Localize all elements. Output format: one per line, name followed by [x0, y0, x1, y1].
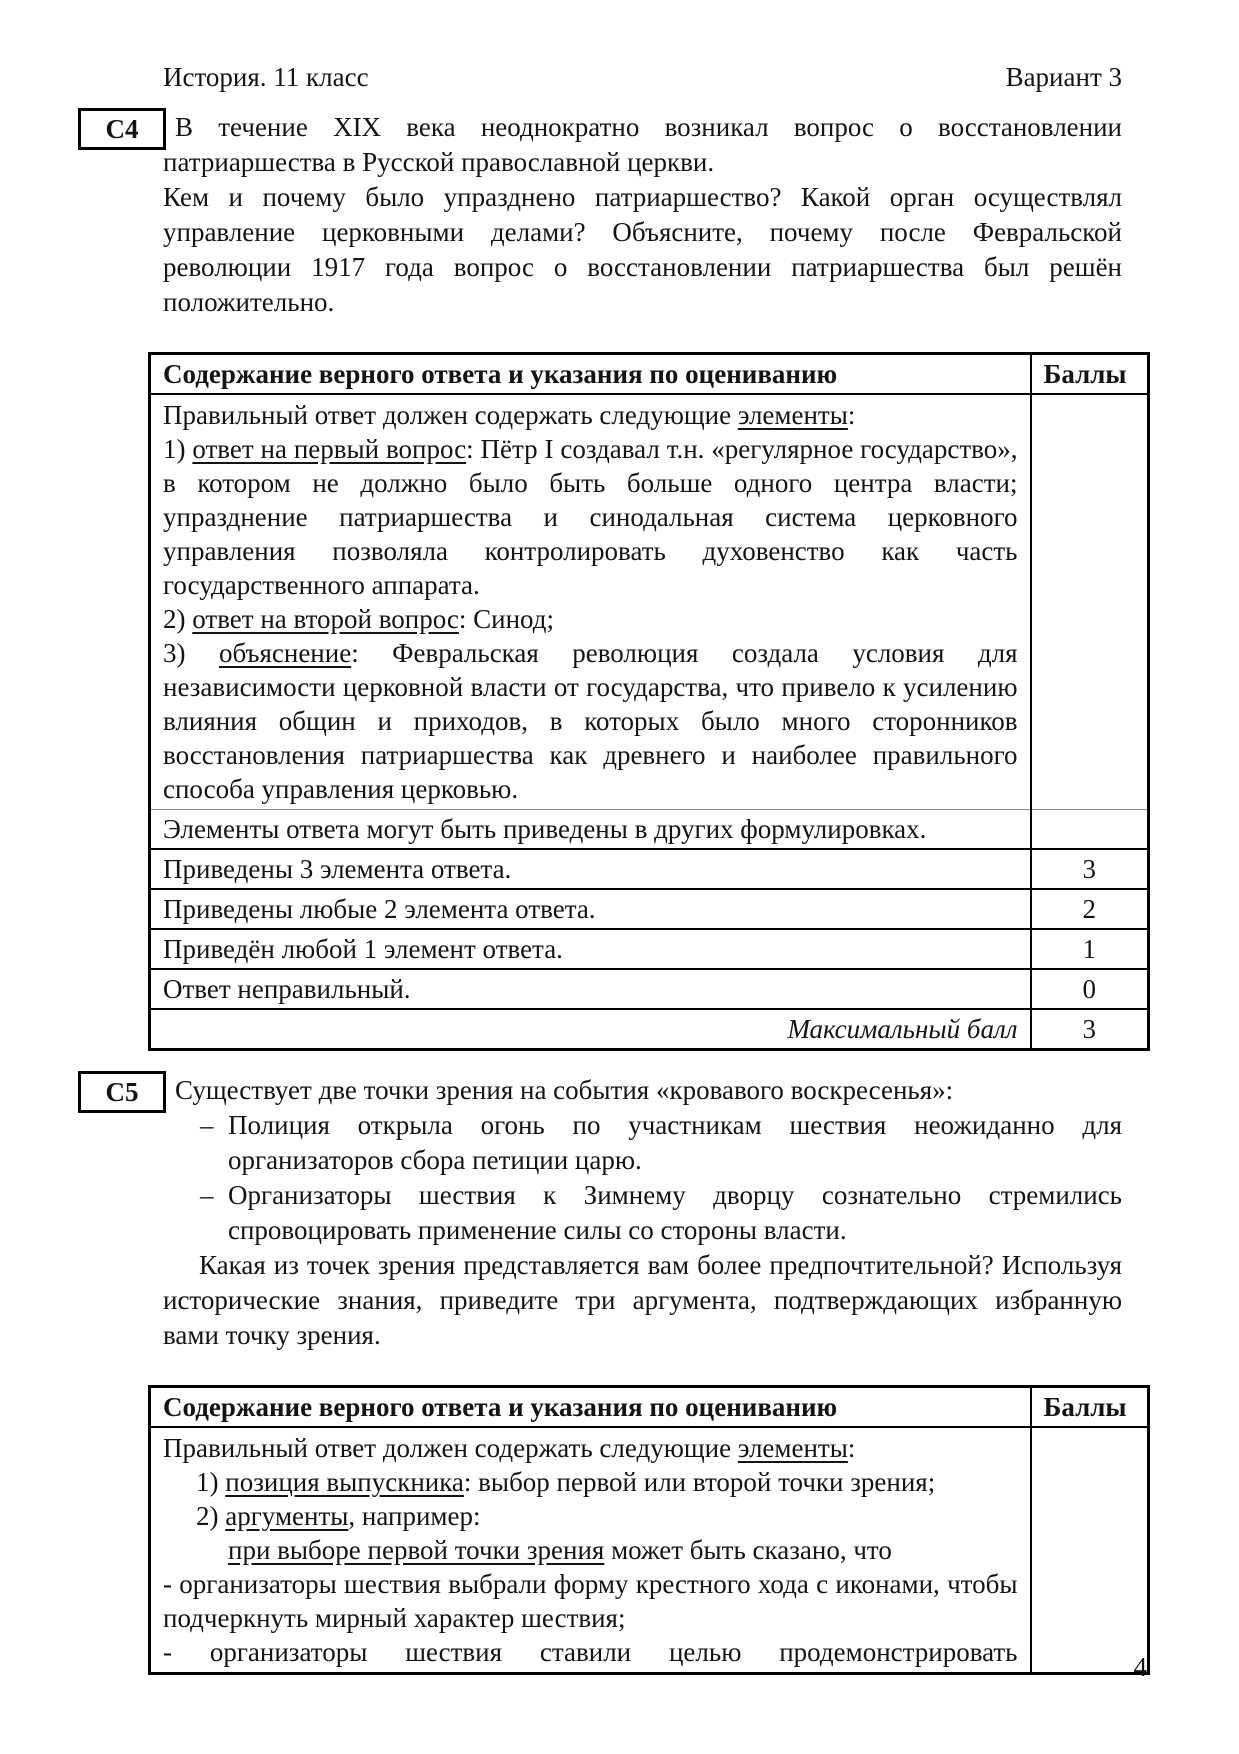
- page-number: 4: [1133, 1652, 1147, 1682]
- score-header: Баллы: [1031, 354, 1149, 395]
- score-row-0: [150, 969, 1149, 1009]
- score-cell: 2: [1031, 889, 1149, 929]
- score-row-1: [150, 929, 1149, 969]
- score-row-3: [150, 849, 1149, 889]
- viewpoint-text-2: Организаторы шествия к Зимнему дворцу сознательно стремились спровоцировать применение силы со стороны власти.: [228, 1180, 1122, 1245]
- answer-element-1: 1) ответ на первый вопрос: Пётр I создавал т.н. «регулярное государство», в котором не должно было быть больше одного центра власти; упразднение патриаршества и синодальная система церковного управления позволяла контролировать духовенство как часть государственного аппарата.: [163, 434, 1018, 600]
- answer-argument-2: - организаторы шествия ставили целью продемонстрировать: [163, 1637, 1018, 1667]
- criteria-cell: Приведён любой 1 элемент ответа.: [150, 929, 1031, 969]
- question-c4: [105, 110, 1122, 320]
- score-cell-empty: [1031, 810, 1149, 850]
- answer-element-2: 2) ответ на второй вопрос: Синод;: [163, 604, 555, 634]
- scoring-table-c4: [148, 352, 1150, 1051]
- dash-marker: –: [200, 1110, 214, 1140]
- criteria-cell: Приведены любые 2 элемента ответа.: [150, 889, 1031, 929]
- answer-content-cell: [150, 394, 1031, 810]
- score-cell-empty: [1031, 394, 1149, 810]
- criteria-cell: Приведены 3 элемента ответа.: [150, 849, 1031, 889]
- note-row: [150, 810, 1149, 850]
- scoring-table-c5: [148, 1385, 1150, 1675]
- answer-element-2: 2) аргументы, например:: [196, 1501, 481, 1531]
- answer-argument-1: - организаторы шествия выбрали форму крестного хода с иконами, чтобы подчеркнуть мирный характер шествия;: [163, 1569, 1018, 1633]
- criteria-header: Содержание верного ответа и указания по оцениванию: [150, 354, 1031, 395]
- question-c5-label: С5: [78, 1071, 166, 1113]
- max-score-row: [150, 1009, 1149, 1050]
- answer-element-3: 3) объяснение: Февральская революция создала условия для независимости церковной власти от государства, что привело к усилению влияния общин и приходов, в которых было много сторонников восстановления патриаршества как древнего и наиболее правильного способа управления церковью.: [163, 638, 1018, 804]
- answer-intro: Правильный ответ должен содержать следующие элементы:: [163, 1433, 856, 1463]
- course-title: История. 11 класс: [163, 62, 369, 92]
- max-score-value: 3: [1031, 1009, 1149, 1050]
- answer-content-cell: [150, 1427, 1031, 1674]
- dash-marker: –: [200, 1180, 214, 1210]
- question-c4-paragraph-1: В течение XIX века неоднократно возникал вопрос о восстановлении патриаршества в Русской православной церкви.: [163, 112, 1122, 177]
- score-cell: 1: [1031, 929, 1149, 969]
- table-header-row: [150, 354, 1149, 395]
- answer-intro: Правильный ответ должен содержать следующие элементы:: [163, 400, 856, 430]
- answer-element-1: 1) позиция выпускника: выбор первой или второй точки зрения;: [196, 1467, 936, 1497]
- question-c5: [105, 1073, 1122, 1353]
- score-cell: 0: [1031, 969, 1149, 1009]
- question-c4-label: С4: [78, 108, 166, 150]
- viewpoint-item-2: [163, 1178, 1122, 1248]
- score-cell: 3: [1031, 849, 1149, 889]
- answer-content-row: [150, 394, 1149, 810]
- criteria-cell: Ответ неправильный.: [150, 969, 1031, 1009]
- question-c5-task: Какая из точек зрения представляется вам более предпочтительной? Используя исторические знания, приведите три аргумента, подтверждающих избранную вами точку зрения.: [163, 1250, 1122, 1350]
- note-cell: Элементы ответа могут быть приведены в других формулировках.: [150, 810, 1031, 850]
- viewpoint-item-1: [163, 1108, 1122, 1178]
- answer-sub-heading: при выборе первой точки зрения может быть сказано, что: [228, 1535, 892, 1565]
- answer-content-row: [150, 1427, 1149, 1674]
- question-c4-paragraph-2: Кем и почему было упразднено патриаршество? Какой орган осуществлял управление церковными делами? Объясните, почему после Февральской революции 1917 года вопрос о восстановлении патриаршества был решён положительно.: [163, 182, 1122, 317]
- score-row-2: [150, 889, 1149, 929]
- score-header: Баллы: [1031, 1387, 1149, 1428]
- page-header: [163, 60, 1122, 95]
- viewpoint-text-1: Полиция открыла огонь по участникам шествия неожиданно для организаторов сбора петиции царю.: [228, 1110, 1122, 1175]
- variant-label: Вариант 3: [1005, 62, 1122, 92]
- criteria-header: Содержание верного ответа и указания по оцениванию: [150, 1387, 1031, 1428]
- score-cell-empty: [1031, 1427, 1149, 1674]
- max-score-label: Максимальный балл: [150, 1009, 1031, 1050]
- table-header-row: [150, 1387, 1149, 1428]
- question-c5-intro: Существует две точки зрения на события «кровавого воскресенья»:: [175, 1075, 954, 1105]
